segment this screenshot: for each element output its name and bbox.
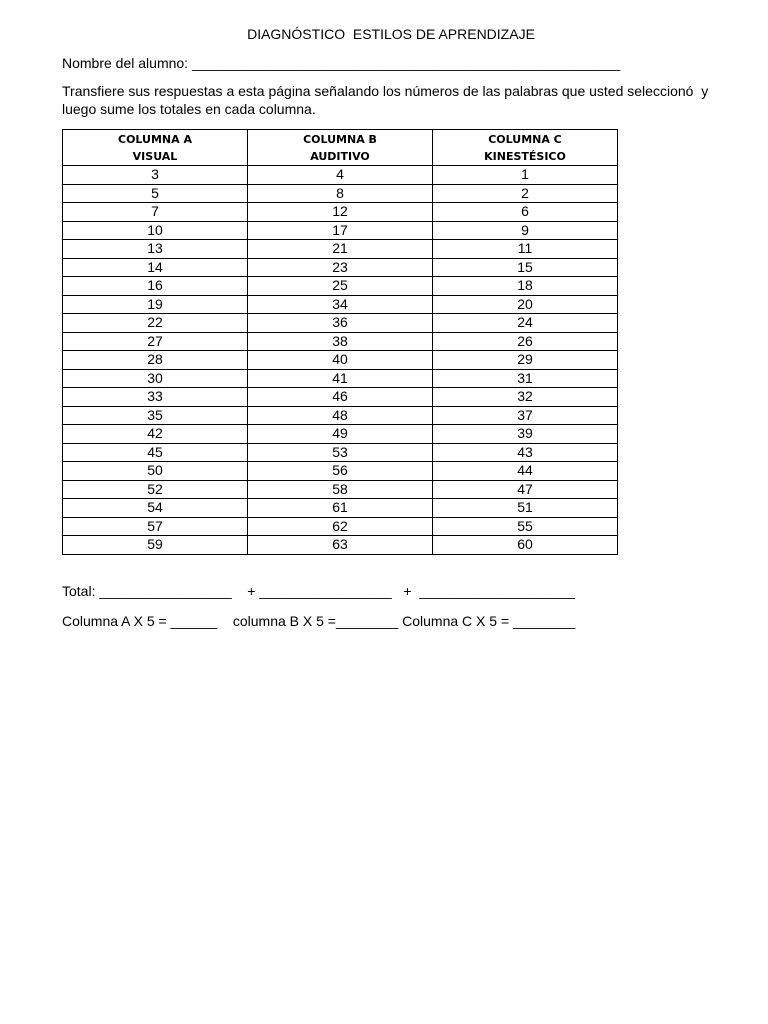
table-header-row bbox=[63, 130, 618, 166]
table-row bbox=[63, 406, 618, 425]
table-row bbox=[63, 332, 618, 351]
column-a-title: COLUMNA A bbox=[118, 132, 192, 146]
table-body bbox=[63, 166, 618, 555]
table-cell: 39 bbox=[433, 425, 618, 444]
table-cell: 49 bbox=[248, 425, 433, 444]
table-cell: 4 bbox=[248, 166, 433, 185]
table-cell: 13 bbox=[63, 240, 248, 259]
table-row bbox=[63, 480, 618, 499]
table-cell: 16 bbox=[63, 277, 248, 296]
table-row bbox=[63, 536, 618, 555]
table-cell: 38 bbox=[248, 332, 433, 351]
table-cell: 56 bbox=[248, 462, 433, 481]
table-cell: 19 bbox=[63, 295, 248, 314]
table-cell: 29 bbox=[433, 351, 618, 370]
table-cell: 61 bbox=[248, 499, 433, 518]
table-cell: 47 bbox=[433, 480, 618, 499]
column-c-title: COLUMNA C bbox=[488, 132, 562, 146]
student-name-line: Nombre del alumno: _______________________________________________________ bbox=[62, 55, 621, 71]
table-cell: 52 bbox=[63, 480, 248, 499]
multiply-line: Columna A X 5 = ______ columna B X 5 =________ Columna C X 5 = ________ bbox=[62, 613, 576, 629]
column-b-header bbox=[248, 130, 433, 166]
table-row bbox=[63, 166, 618, 185]
table-cell: 40 bbox=[248, 351, 433, 370]
table-cell: 22 bbox=[63, 314, 248, 333]
column-c-subtitle: KINESTÉSICO bbox=[484, 149, 566, 163]
table-cell: 1 bbox=[433, 166, 618, 185]
table-cell: 54 bbox=[63, 499, 248, 518]
table-row bbox=[63, 369, 618, 388]
table-cell: 14 bbox=[63, 258, 248, 277]
table-cell: 15 bbox=[433, 258, 618, 277]
table-cell: 34 bbox=[248, 295, 433, 314]
table-cell: 62 bbox=[248, 517, 433, 536]
table-row bbox=[63, 517, 618, 536]
table-cell: 11 bbox=[433, 240, 618, 259]
instructions-line-1: Transfiere sus respuestas a esta página señalando los números de las palabras que usted seleccionó y bbox=[62, 83, 709, 99]
table-cell: 46 bbox=[248, 388, 433, 407]
table-cell: 32 bbox=[433, 388, 618, 407]
table-cell: 59 bbox=[63, 536, 248, 555]
table-cell: 36 bbox=[248, 314, 433, 333]
table-cell: 37 bbox=[433, 406, 618, 425]
table-row bbox=[63, 295, 618, 314]
table-row bbox=[63, 499, 618, 518]
table-cell: 60 bbox=[433, 536, 618, 555]
answers-table bbox=[62, 129, 618, 555]
table-cell: 2 bbox=[433, 184, 618, 203]
table-row bbox=[63, 203, 618, 222]
table-cell: 51 bbox=[433, 499, 618, 518]
table-row bbox=[63, 258, 618, 277]
column-b-subtitle: AUDITIVO bbox=[310, 149, 370, 163]
table-row bbox=[63, 443, 618, 462]
document-title: DIAGNÓSTICO ESTILOS DE APRENDIZAJE bbox=[247, 26, 535, 42]
table-cell: 12 bbox=[248, 203, 433, 222]
table-row bbox=[63, 388, 618, 407]
table-cell: 5 bbox=[63, 184, 248, 203]
table-cell: 10 bbox=[63, 221, 248, 240]
table-cell: 33 bbox=[63, 388, 248, 407]
table-cell: 21 bbox=[248, 240, 433, 259]
table-cell: 18 bbox=[433, 277, 618, 296]
table-cell: 20 bbox=[433, 295, 618, 314]
table-row bbox=[63, 351, 618, 370]
column-a-header bbox=[63, 130, 248, 166]
table-cell: 31 bbox=[433, 369, 618, 388]
table-cell: 23 bbox=[248, 258, 433, 277]
table-cell: 55 bbox=[433, 517, 618, 536]
table-cell: 58 bbox=[248, 480, 433, 499]
table-cell: 8 bbox=[248, 184, 433, 203]
table-cell: 25 bbox=[248, 277, 433, 296]
table-cell: 26 bbox=[433, 332, 618, 351]
table-row bbox=[63, 184, 618, 203]
table-cell: 53 bbox=[248, 443, 433, 462]
column-c-header bbox=[433, 130, 618, 166]
table-cell: 27 bbox=[63, 332, 248, 351]
table-cell: 44 bbox=[433, 462, 618, 481]
table-cell: 57 bbox=[63, 517, 248, 536]
table-cell: 35 bbox=[63, 406, 248, 425]
table-row bbox=[63, 240, 618, 259]
table-cell: 28 bbox=[63, 351, 248, 370]
table-row bbox=[63, 221, 618, 240]
table-cell: 63 bbox=[248, 536, 433, 555]
table-cell: 3 bbox=[63, 166, 248, 185]
table-row bbox=[63, 425, 618, 444]
column-b-title: COLUMNA B bbox=[303, 132, 377, 146]
table-cell: 9 bbox=[433, 221, 618, 240]
instructions-line-2: luego sume los totales en cada columna. bbox=[62, 101, 316, 117]
table-cell: 17 bbox=[248, 221, 433, 240]
table-cell: 42 bbox=[63, 425, 248, 444]
table-cell: 30 bbox=[63, 369, 248, 388]
table-row bbox=[63, 462, 618, 481]
table-cell: 50 bbox=[63, 462, 248, 481]
table-cell: 43 bbox=[433, 443, 618, 462]
table-cell: 45 bbox=[63, 443, 248, 462]
table-cell: 7 bbox=[63, 203, 248, 222]
table-cell: 24 bbox=[433, 314, 618, 333]
table-cell: 48 bbox=[248, 406, 433, 425]
table-row bbox=[63, 277, 618, 296]
total-line: Total: _________________ + _________________ + ____________________ bbox=[62, 583, 576, 599]
column-a-subtitle: VISUAL bbox=[132, 149, 178, 163]
table-cell: 6 bbox=[433, 203, 618, 222]
table-cell: 41 bbox=[248, 369, 433, 388]
table-row bbox=[63, 314, 618, 333]
